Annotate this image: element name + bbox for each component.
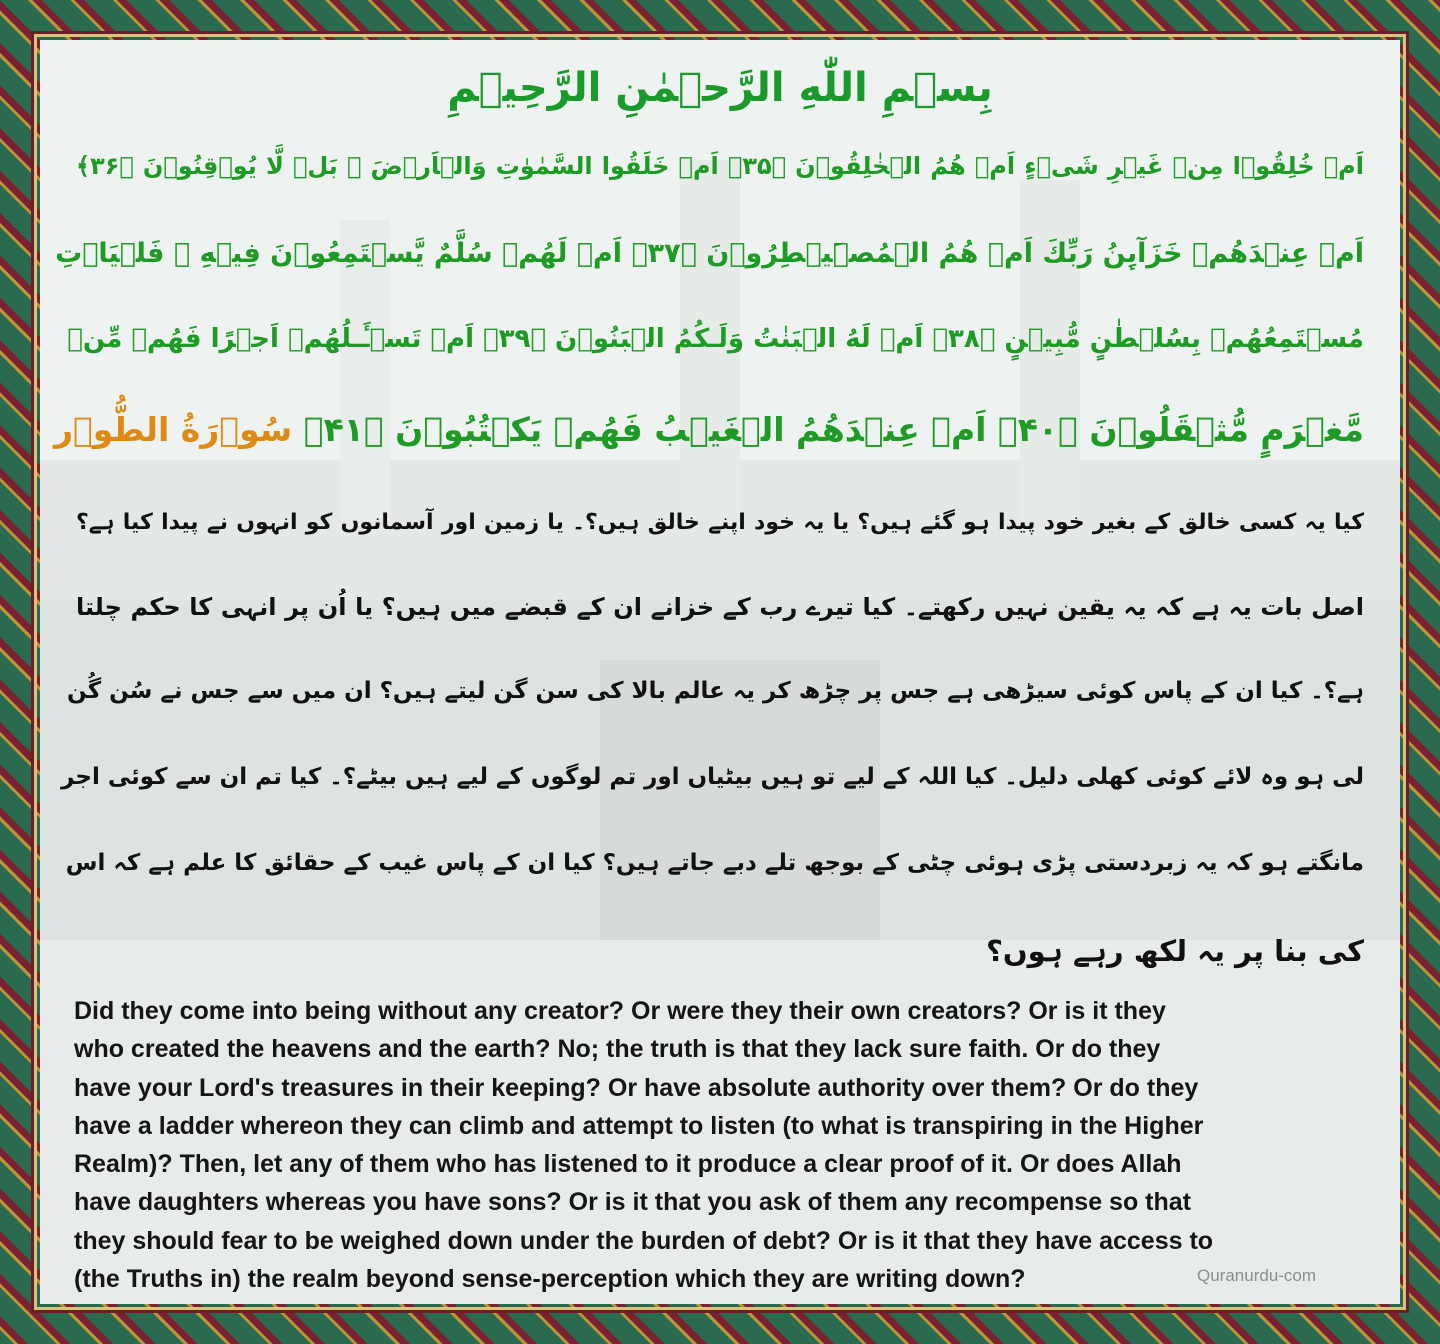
english-line: Realm)? Then, let any of them who has listened to it produce a clear proof of it. Or does Allah (74, 1150, 1182, 1179)
arabic-verse-line: اَمۡ عِنۡدَهُمۡ خَزَآٮِٕنُ رَبِّكَ اَمۡ هُمُ الۡمُصَۜيۡطِرُوۡنَ ﴿۳۷﴾ اَمۡ لَهُمۡ سُلَّمٌ يَّسۡتَمِعُوۡنَ فِيۡهِ‌ ۚ فَلۡيَاۡتِ (55, 238, 1364, 269)
bismillah: بِسۡمِ اللّٰهِ الرَّحۡمٰنِ الرَّحِيۡمِ (447, 65, 993, 111)
surah-name: سُوۡرَةُ الطُّوۡر (53, 410, 293, 449)
urdu-translation-line: مانگتے ہو کہ یہ زبردستی پڑی ہوئی چٹی کے بوجھ تلے دبے جاتے ہیں؟ کیا ان کے پاس غیب کے حقائق کا علم ہے کہ اس (65, 850, 1364, 876)
site-watermark: Quranurdu-com (1197, 1266, 1317, 1285)
english-line: have a ladder whereon they can climb and attempt to listen (to what is transpiring in the Higher (74, 1111, 1204, 1140)
urdu-translation-line: کیا یہ کسی خالق کے بغیر خود پیدا ہو گئے ہیں؟ یا یہ خود اپنے خالق ہیں؟۔ یا زمین اور آسمانوں کو انہوں نے پیدا کیا ہے؟ (76, 510, 1364, 535)
english-translation (74, 992, 1366, 1298)
arabic-verse-line-last (40, 410, 1400, 449)
arabic-verse-line: مُسۡتَمِعُهُمۡ بِسُلۡطٰنٍ مُّبِيۡنٍ ﴿۳۸﴾ اَمۡ لَهُ الۡبَنٰتُ وَلَـكُمُ الۡبَنُوۡنَ ﴿۳۹﴾ اَمۡ تَسۡـَٔـلُهُمۡ اَجۡرًا فَهُمۡ مِّنۡ (67, 324, 1364, 354)
english-line: have your Lord's treasures in their keeping? Or have absolute authority over them? Or do they (74, 1073, 1199, 1102)
urdu-translation-line: ہے؟۔ کیا ان کے پاس کوئی سیڑھی ہے جس پر چڑھ کر یہ عالم بالا کی سن گن لیتے ہیں؟ ان میں سے جس نے سُن گُن (67, 678, 1364, 704)
verse-page (40, 40, 1400, 1304)
english-line: they should fear to be weighed down under the burden of debt? Or is it that they have access to (74, 1226, 1214, 1255)
urdu-translation-line: اصل بات یہ ہے کہ یہ یقین نہیں رکھتے۔ کیا تیرے رب کے خزانے ان کے قبضے میں ہیں؟ یا اُن پر انہی کا حکم چلتا (76, 593, 1364, 621)
english-line: who created the heavens and the earth? No; the truth is that they lack sure faith. Or do they (74, 1035, 1161, 1064)
english-line: have daughters whereas you have sons? Or is it that you ask of them any recompense so that (74, 1188, 1191, 1217)
english-line: Did they come into being without any creator? Or were they their own creators? Or is it they (74, 997, 1166, 1025)
urdu-translation-line: لی ہو وہ لائے کوئی کھلی دلیل۔ کیا اللہ کے لیے تو ہیں بیٹیاں اور تم لوگوں کے لیے ہیں بیٹے؟۔ کیا تم ان سے کوئی اجر (61, 764, 1364, 790)
english-line: (the Truths in) the realm beyond sense-perception which they are writing down? (74, 1265, 1026, 1294)
arabic-verse-line: اَمۡ خُلِقُوۡا مِنۡ غَيۡرِ شَىۡءٍ اَمۡ هُمُ الۡخٰلِقُوۡنَ ﴿۳۵﴾ اَمۡ خَلَقُوا السَّمٰوٰتِ وَالۡاَرۡضَ‌ ۚ بَلۡ لَّا يُوۡقِنُوۡنَ ﴿۳۶﴾ (76, 152, 1364, 180)
arabic-verse-text: مَّغۡرَمٍ مُّثۡقَلُوۡنَ ﴿۴۰﴾ اَمۡ عِنۡدَهُمُ الۡغَيۡبُ فَهُمۡ يَكۡتُبُوۡنَ ﴿۴۱﴾ (303, 410, 1364, 449)
urdu-translation-line: کی بنا پر یہ لکھ رہے ہوں؟ (986, 934, 1364, 968)
